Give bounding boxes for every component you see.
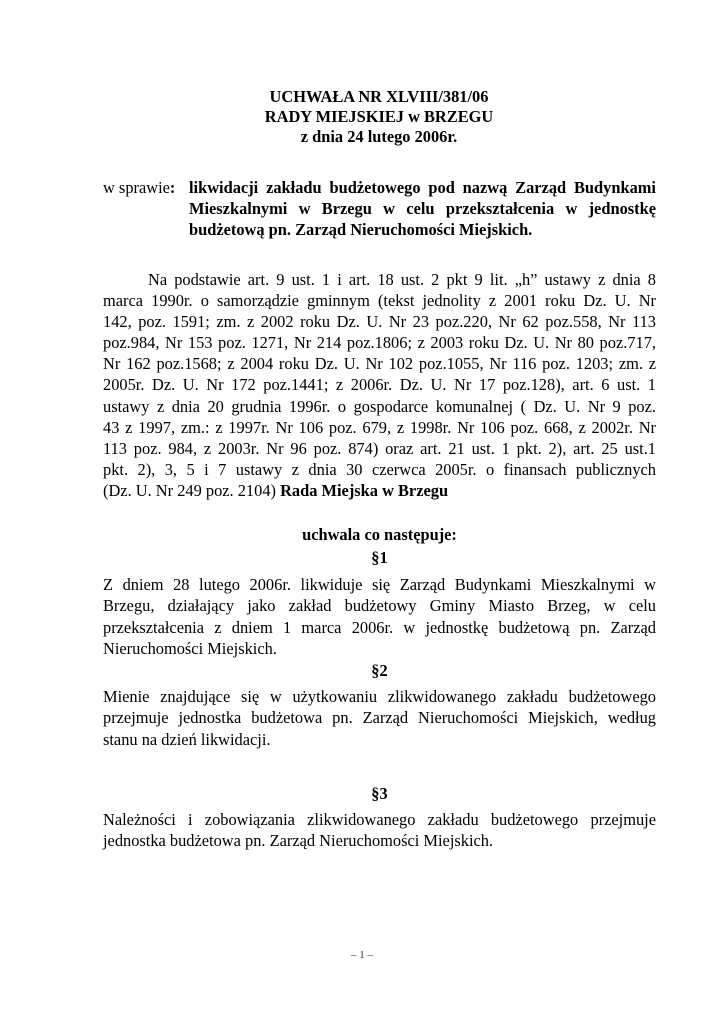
basis-line: 43 z 1997, zm.: z 1997r. Nr 106 poz. 679, z 1998r. Nr 106 poz. 668, z 2002r. Nr: [103, 417, 656, 437]
section-line: Brzegu, działający jako zakład budżetowy Gminy Miasto Brzeg, w celu: [103, 596, 656, 616]
section-1-text: [103, 574, 656, 659]
resolution-header: [103, 87, 655, 147]
council-name: RADY MIEJSKIEJ w BRZEGU: [264, 107, 494, 126]
subject-label: w sprawie:: [103, 178, 176, 197]
resolution-date: z dnia 24 lutego 2006r.: [300, 127, 458, 146]
section-line: jednostka budżetowa pn. Zarząd Nieruchomości Miejskich.: [103, 831, 494, 851]
basis-line: Na podstawie art. 9 ust. 1 i art. 18 ust. 2 pkt 9 lit. „h” ustawy z dnia 8: [148, 270, 656, 289]
basis-line: pkt. 2), 3, 5 i 7 ustawy z dnia 30 czerwca 2005r. o finansach publicznych: [103, 459, 656, 479]
section-line: przejmuje jednostka budżetowa pn. Zarząd Nieruchomości Miejskich, według: [103, 708, 656, 728]
section-line: stanu na dzień likwidacji.: [103, 729, 271, 749]
section-line: Nieruchomości Miejskich.: [103, 638, 277, 658]
section-1-mark: §1: [371, 548, 388, 567]
section-line: Należności i zobowiązania zlikwidowanego zakładu budżetowego przejmuje: [103, 810, 656, 829]
section-line: przekształcenia z dniem 1 marca 2006r. w jednostkę budżetową pn. Zarząd: [103, 617, 656, 637]
legal-basis-paragraph: [103, 269, 656, 501]
section-line: Mienie znajdujące się w użytkowaniu zlikwidowanego zakładu budżetowego: [103, 687, 656, 706]
basis-line: 142, poz. 1591; zm. z 2002 roku Dz. U. Nr 23 poz.220, Nr 62 poz.558, Nr 113: [103, 312, 656, 332]
basis-line: 2005r. Dz. U. Nr 172 poz.1441; z 2006r. Dz. U. Nr 17 poz.128), art. 6 ust. 1: [103, 375, 656, 395]
basis-line: poz.984, Nr 153 poz. 1271, Nr 214 poz.1806; z 2003 roku Dz. U. Nr 80 poz.717,: [103, 333, 656, 353]
section-3-mark: §3: [371, 784, 388, 803]
basis-line: (Dz. U. Nr 249 poz. 2104) Rada Miejska w Brzegu: [103, 480, 449, 500]
basis-line: marca 1990r. o samorządzie gminnym (tekst jednolity z 2001 roku Dz. U. Nr: [103, 291, 656, 311]
section-3-text: [103, 809, 656, 852]
decrees-heading: uchwala co następuje:: [302, 525, 457, 544]
subject-block: [103, 177, 656, 240]
resolution-number: UCHWAŁA NR XLVIII/381/06: [269, 87, 489, 106]
basis-line: Nr 162 poz.1568; z 2004 roku Dz. U. Nr 102 poz.1055, Nr 116 poz. 1203; zm. z: [103, 354, 656, 374]
section-line: Z dniem 28 lutego 2006r. likwiduje się Zarząd Budynkami Mieszkalnymi w: [103, 575, 656, 594]
basis-line: ustawy z dnia 20 grudnia 1996r. o gospodarce komunalnej ( Dz. U. Nr 9 poz.: [103, 396, 656, 416]
subject-line: budżetową pn. Zarząd Nieruchomości Miejskich.: [189, 220, 533, 239]
subject-line: Mieszkalnymi w Brzegu w celu przekształcenia w jednostkę: [189, 199, 656, 218]
section-2-text: [103, 686, 656, 750]
subject-line: likwidacji zakładu budżetowego pod nazwą Zarząd Budynkami: [189, 178, 656, 197]
section-2-mark: §2: [371, 661, 388, 680]
council-bold: Rada Miejska w Brzegu: [280, 480, 449, 500]
basis-line: 113 poz. 984, z 2003r. Nr 96 poz. 874) oraz art. 21 ust. 1 pkt. 2), art. 25 ust.1: [103, 438, 656, 458]
page-number: – 1 –: [351, 949, 373, 961]
subject-text: [189, 177, 656, 240]
